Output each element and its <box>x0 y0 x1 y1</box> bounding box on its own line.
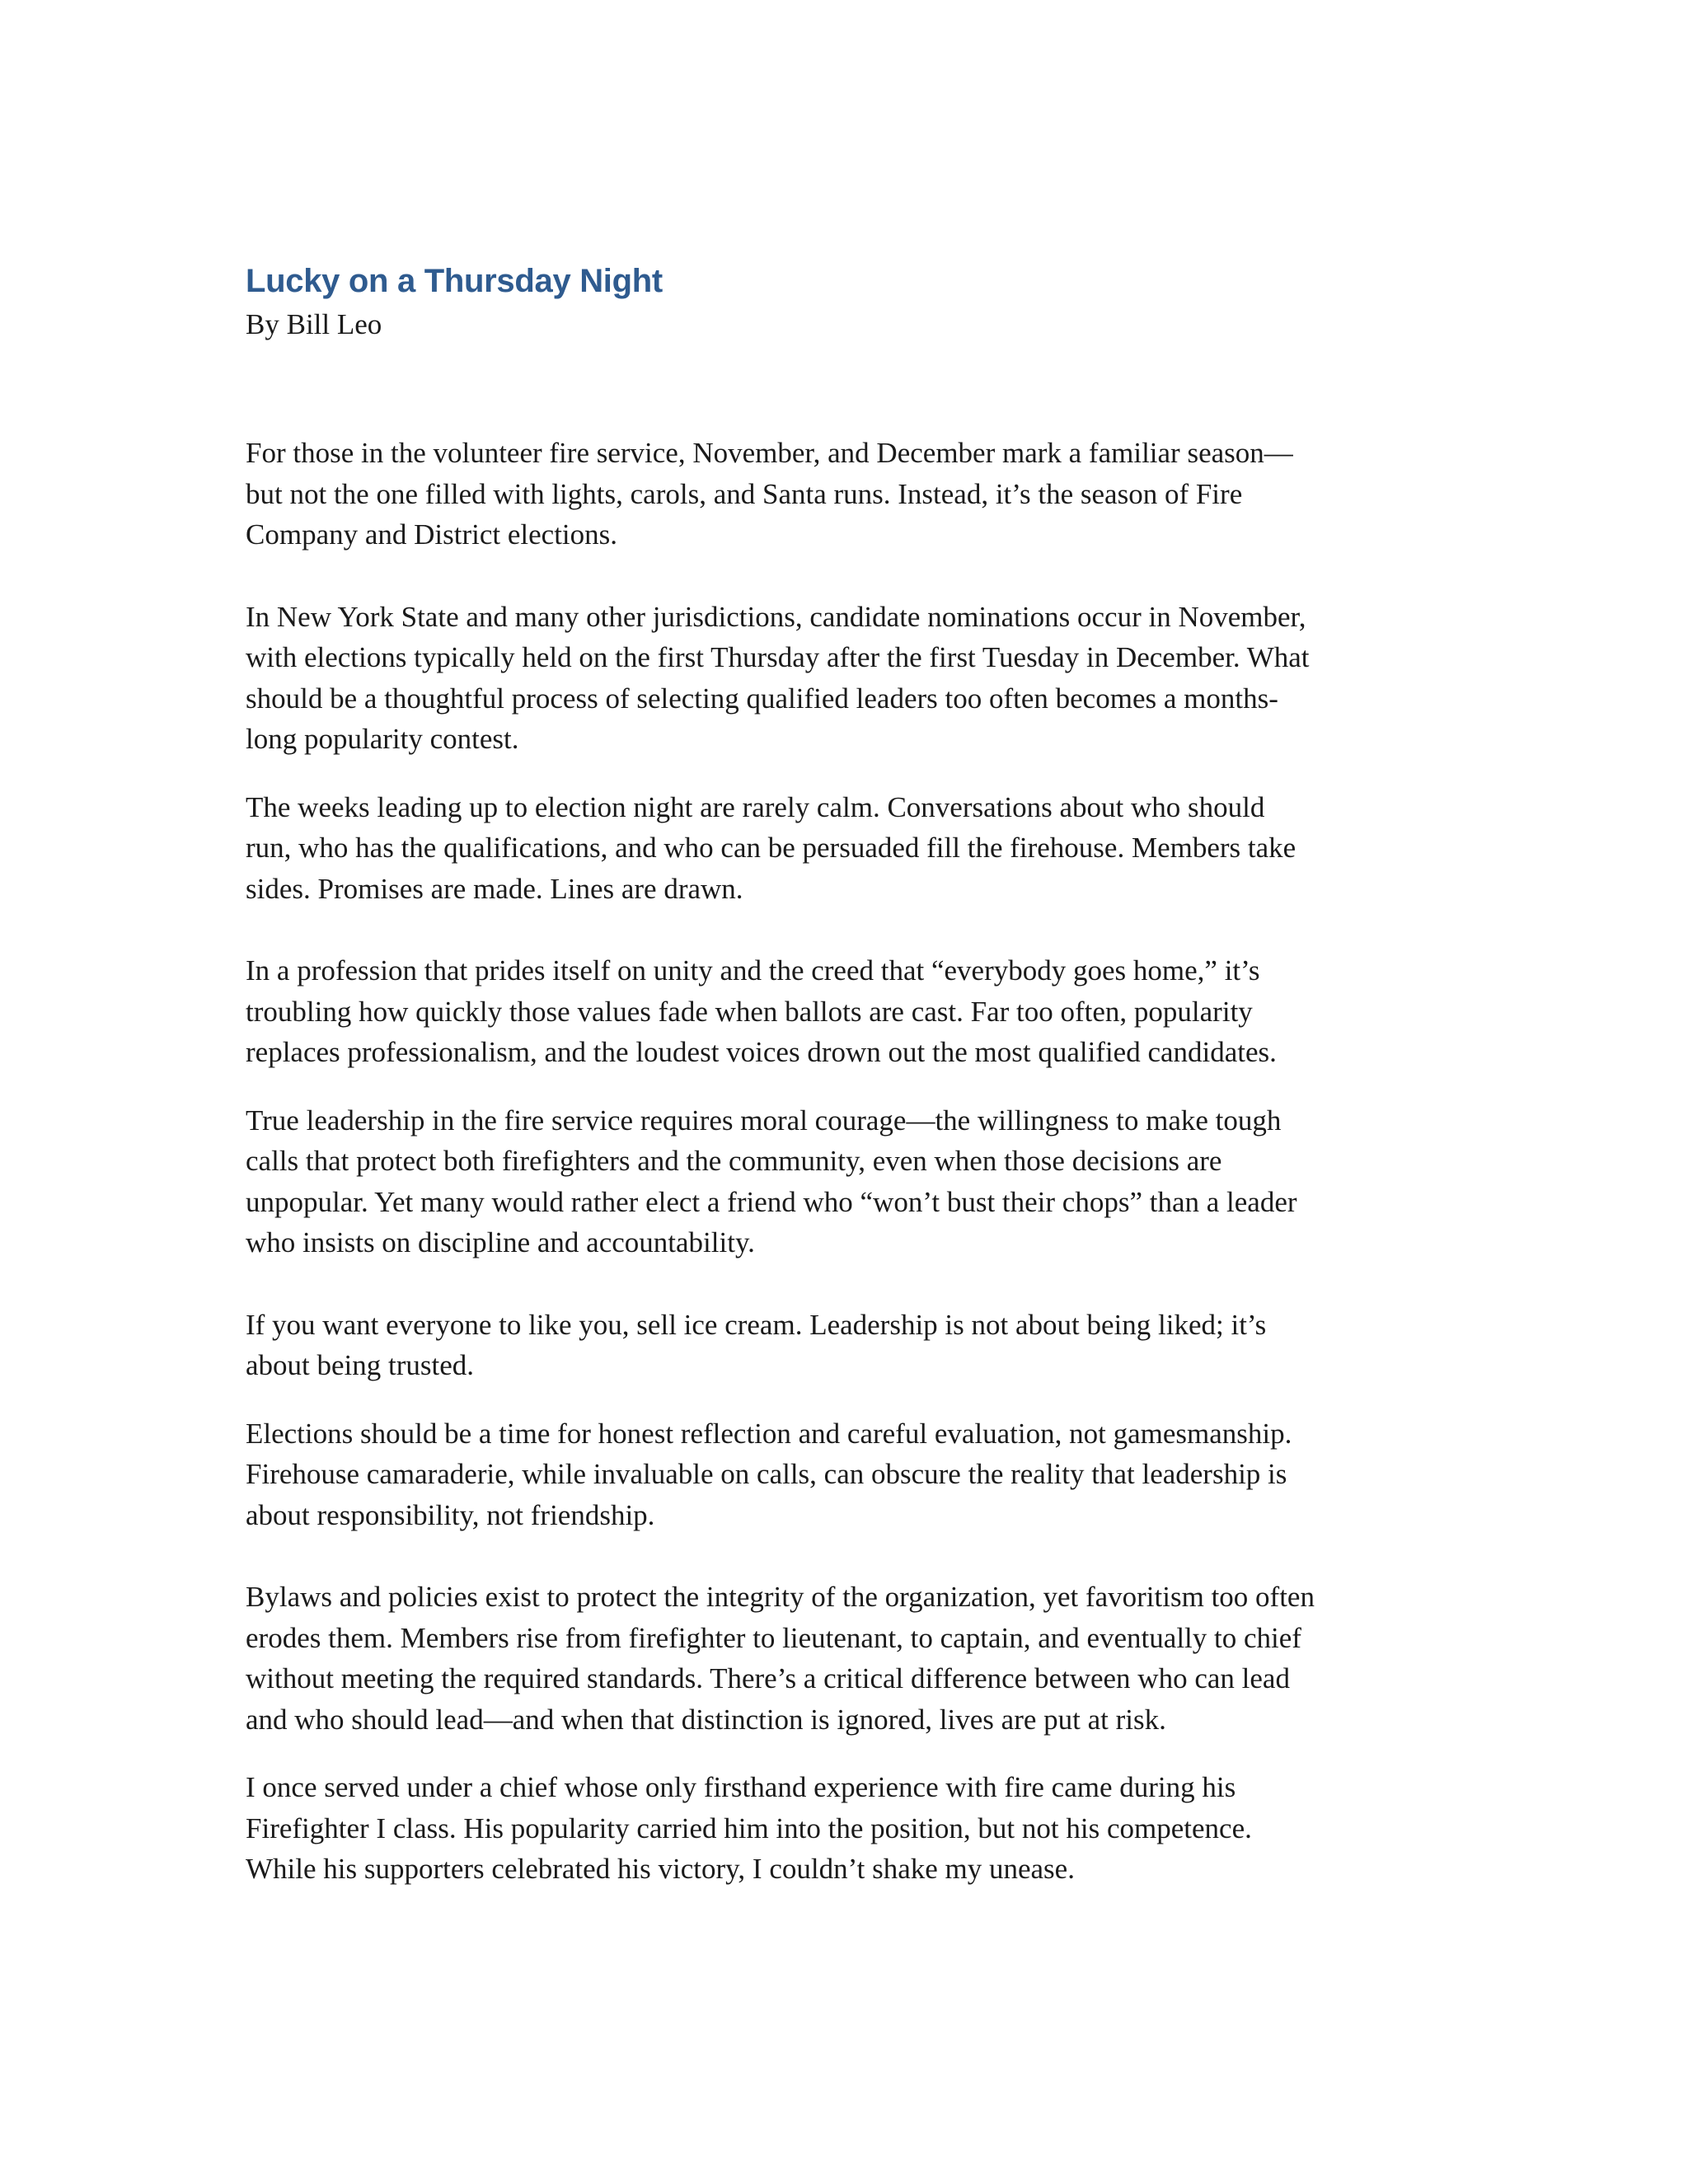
text-line: erodes them. Members rise from firefighter to lieutenant, to captain, and eventually to chief <box>246 1621 1301 1654</box>
paragraph <box>246 1413 1449 1536</box>
text-line: Elections should be a time for honest reflection and careful evaluation, not gamesmanship. <box>246 1417 1292 1450</box>
text-line: long popularity contest. <box>246 723 519 755</box>
paragraph <box>246 1767 1449 1890</box>
article-body <box>246 433 1449 1890</box>
article <box>246 260 1449 1890</box>
text-line: In New York State and many other jurisdictions, candidate nominations occur in November, <box>246 600 1306 633</box>
paragraph <box>246 433 1449 555</box>
text-line: Firehouse camaraderie, while invaluable on calls, can obscure the reality that leadership is <box>246 1458 1287 1490</box>
text-line: about being trusted. <box>246 1349 475 1381</box>
text-line: The weeks leading up to election night are rarely calm. Conversations about who should <box>246 790 1265 823</box>
text-line: Bylaws and policies exist to protect the integrity of the organization, yet favoritism too often <box>246 1581 1315 1613</box>
text-line: True leadership in the fire service requires moral courage—the willingness to make tough <box>246 1104 1282 1137</box>
text-line: While his supporters celebrated his victory, I couldn’t shake my unease. <box>246 1853 1075 1885</box>
text-line: run, who has the qualifications, and who can be persuaded fill the firehouse. Members take <box>246 832 1296 864</box>
text-line: sides. Promises are made. Lines are drawn. <box>246 872 743 905</box>
paragraph <box>246 1305 1449 1386</box>
text-line: but not the one filled with lights, carols, and Santa runs. Instead, it’s the season of Fire <box>246 477 1243 510</box>
paragraph <box>246 787 1449 910</box>
paragraph <box>246 597 1449 760</box>
text-line: should be a thoughtful process of selecting qualified leaders too often becomes a months- <box>246 682 1278 715</box>
text-line: who insists on discipline and accountability. <box>246 1226 755 1258</box>
paragraph <box>246 950 1449 1073</box>
text-line: If you want everyone to like you, sell ice cream. Leadership is not about being liked; it’s <box>246 1308 1267 1341</box>
text-line: I once served under a chief whose only firsthand experience with fire came during his <box>246 1771 1236 1803</box>
text-line: replaces professionalism, and the loudest voices drown out the most qualified candidates. <box>246 1036 1277 1068</box>
text-line: and who should lead—and when that distinction is ignored, lives are put at risk. <box>246 1703 1166 1736</box>
text-line: without meeting the required standards. There’s a critical difference between who can lead <box>246 1662 1290 1694</box>
text-line: Company and District elections. <box>246 518 618 551</box>
text-line: unpopular. Yet many would rather elect a friend who “won’t bust their chops” than a leader <box>246 1185 1297 1218</box>
article-byline: By Bill Leo <box>246 308 382 340</box>
paragraph <box>246 1577 1449 1740</box>
text-line: In a profession that prides itself on unity and the creed that “everybody goes home,” it’s <box>246 954 1260 987</box>
text-line: Firefighter I class. His popularity carried him into the position, but not his competence. <box>246 1811 1252 1844</box>
article-title: Lucky on a Thursday Night <box>246 263 663 299</box>
text-line: about responsibility, not friendship. <box>246 1498 655 1531</box>
text-line: with elections typically held on the first Thursday after the first Tuesday in December. What <box>246 641 1310 673</box>
text-line: troubling how quickly those values fade when ballots are cast. Far too often, popularity <box>246 995 1253 1028</box>
text-line: For those in the volunteer fire service, November, and December mark a familiar season— <box>246 437 1293 469</box>
text-line: calls that protect both firefighters and the community, even when those decisions are <box>246 1145 1222 1177</box>
paragraph <box>246 1100 1449 1263</box>
